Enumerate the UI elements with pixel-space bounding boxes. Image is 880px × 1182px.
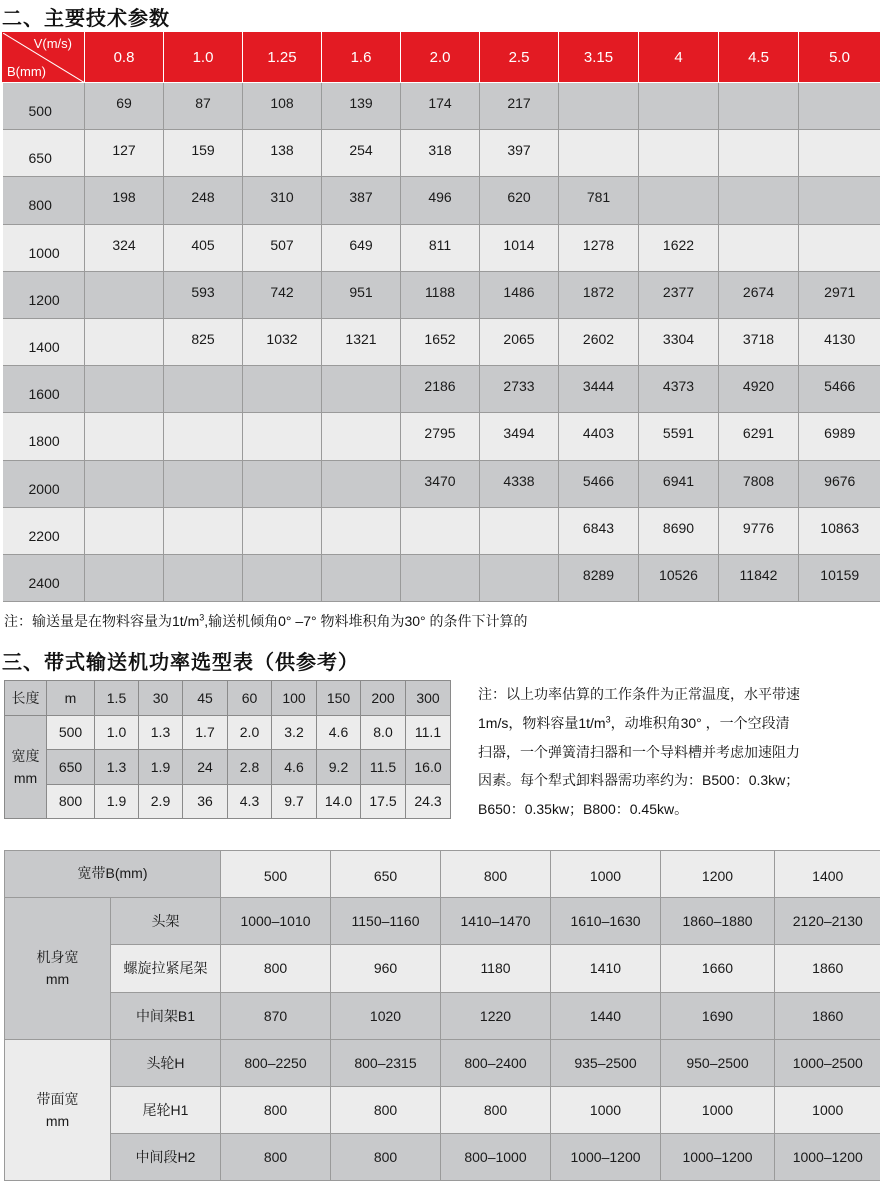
- dimension-cell: 1000–1010: [221, 898, 331, 945]
- dimension-cell: 800: [221, 1086, 331, 1133]
- speed-header: 4.5: [719, 33, 799, 83]
- capacity-cell: 324: [85, 224, 164, 271]
- capacity-table: [2, 32, 880, 602]
- group1-label-cell: [5, 898, 111, 1040]
- capacity-cell: [799, 130, 880, 177]
- capacity-cell: [480, 507, 559, 554]
- capacity-cell: [243, 413, 322, 460]
- capacity-cell: [322, 507, 401, 554]
- capacity-cell: 649: [322, 224, 401, 271]
- table-header-row: [3, 33, 880, 83]
- dimension-cell: 1000: [661, 1086, 775, 1133]
- dimension-cell: 800–1000: [441, 1134, 551, 1181]
- group1-unit: mm: [45, 971, 70, 988]
- width-header: 800: [441, 851, 551, 898]
- dimension-cell: 1860: [775, 992, 880, 1039]
- capacity-cell: 1872: [559, 271, 639, 318]
- capacity-cell: 254: [322, 130, 401, 177]
- capacity-cell: 3470: [401, 460, 480, 507]
- capacity-cell: 6989: [799, 413, 880, 460]
- capacity-cell: 4373: [639, 366, 719, 413]
- length-header: 30: [139, 681, 183, 716]
- belt-width-cell: 500: [3, 83, 85, 130]
- table-row: [5, 992, 880, 1039]
- belt-width-cell: 800: [47, 784, 95, 819]
- power-note: 注：以上功率估算的工作条件为正常温度，水平带速 1m/s，物料容量$1t/m^3$，动堆积角30° ，一个空段清 扫器，一个弹簧清扫器和一个导料槽并考虑加速阻力 因素。每个犁式卸料器需功率约为：B500：0.3kw； B650：0.35kw；B800：0.45kw。: [478, 686, 800, 818]
- dimension-cell: 1410: [551, 945, 661, 992]
- capacity-cell: [322, 554, 401, 601]
- speed-header: 3.15: [559, 33, 639, 83]
- belt-width-cell: 650: [3, 130, 85, 177]
- table-header-row: [5, 851, 880, 898]
- length-header: 150: [317, 681, 361, 716]
- section-2-title: 二、主要技术参数: [2, 8, 170, 30]
- capacity-cell: 10159: [799, 554, 880, 601]
- power-cell: 17.5: [361, 784, 406, 819]
- row-label: 中间架B1: [111, 992, 221, 1039]
- table-row: [3, 318, 880, 365]
- table-row: [3, 507, 880, 554]
- capacity-cell: 2065: [480, 318, 559, 365]
- capacity-cell: [85, 460, 164, 507]
- table-row: [5, 715, 451, 750]
- power-cell: 11.1: [406, 715, 451, 750]
- capacity-cell: 397: [480, 130, 559, 177]
- capacity-cell: 87: [164, 83, 243, 130]
- capacity-cell: 1032: [243, 318, 322, 365]
- capacity-cell: 1188: [401, 271, 480, 318]
- power-cell: 36: [183, 784, 228, 819]
- dimension-cell: 935–2500: [551, 1039, 661, 1086]
- capacity-cell: 1321: [322, 318, 401, 365]
- table-row: [5, 1039, 880, 1086]
- capacity-cell: [164, 413, 243, 460]
- capacity-cell: 159: [164, 130, 243, 177]
- capacity-cell: 620: [480, 177, 559, 224]
- capacity-cell: [480, 554, 559, 601]
- group2-label-cell: [5, 1039, 111, 1181]
- power-cell: 1.7: [183, 715, 228, 750]
- capacity-cell: 2733: [480, 366, 559, 413]
- dimension-cell: 1860–1880: [661, 898, 775, 945]
- capacity-cell: 127: [85, 130, 164, 177]
- capacity-cell: 69: [85, 83, 164, 130]
- capacity-cell: 3718: [719, 318, 799, 365]
- capacity-cell: [85, 318, 164, 365]
- length-header: 300: [406, 681, 451, 716]
- capacity-cell: [401, 554, 480, 601]
- table-row: [5, 1086, 880, 1133]
- capacity-cell: 1278: [559, 224, 639, 271]
- table-row: [3, 130, 880, 177]
- capacity-cell: 2971: [799, 271, 880, 318]
- capacity-cell: [164, 554, 243, 601]
- capacity-cell: [243, 460, 322, 507]
- length-header: 100: [272, 681, 317, 716]
- dimension-cell: 1000: [775, 1086, 880, 1133]
- row-label: 头架: [111, 898, 221, 945]
- belt-width-cell: 1400: [3, 318, 85, 365]
- capacity-cell: 1014: [480, 224, 559, 271]
- dimension-cell: 1440: [551, 992, 661, 1039]
- power-cell: 3.2: [272, 715, 317, 750]
- length-header: 200: [361, 681, 406, 716]
- capacity-cell: 4403: [559, 413, 639, 460]
- capacity-cell: [639, 130, 719, 177]
- capacity-cell: [799, 224, 880, 271]
- power-cell: 14.0: [317, 784, 361, 819]
- capacity-cell: [85, 271, 164, 318]
- capacity-cell: 6291: [719, 413, 799, 460]
- row-label: 中间段H2: [111, 1134, 221, 1181]
- capacity-cell: 6843: [559, 507, 639, 554]
- belt-width-cell: 500: [47, 715, 95, 750]
- power-cell: 11.5: [361, 750, 406, 785]
- belt-width-header: 宽带B(mm): [5, 851, 221, 898]
- group2-label: 带面宽: [36, 1091, 79, 1108]
- corner-cell: [3, 33, 85, 83]
- capacity-cell: [243, 554, 322, 601]
- capacity-cell: 3304: [639, 318, 719, 365]
- capacity-cell: 6941: [639, 460, 719, 507]
- table-header-row: [5, 681, 451, 716]
- dimension-cell: 1660: [661, 945, 775, 992]
- capacity-cell: 496: [401, 177, 480, 224]
- capacity-cell: 138: [243, 130, 322, 177]
- dimension-cell: 800: [441, 1086, 551, 1133]
- speed-header: 1.6: [322, 33, 401, 83]
- dimension-cell: 1150–1160: [331, 898, 441, 945]
- dimension-cell: 960: [331, 945, 441, 992]
- dimension-cell: 1020: [331, 992, 441, 1039]
- capacity-cell: 2602: [559, 318, 639, 365]
- capacity-cell: [639, 177, 719, 224]
- speed-header: 5.0: [799, 33, 880, 83]
- power-cell: 1.9: [139, 750, 183, 785]
- capacity-cell: 825: [164, 318, 243, 365]
- dimension-cell: 1000–1200: [775, 1134, 880, 1181]
- capacity-cell: [322, 460, 401, 507]
- belt-width-cell: 2200: [3, 507, 85, 554]
- width-header: 500: [221, 851, 331, 898]
- capacity-cell: 8690: [639, 507, 719, 554]
- capacity-cell: [85, 507, 164, 554]
- capacity-cell: 4130: [799, 318, 880, 365]
- capacity-cell: 4338: [480, 460, 559, 507]
- capacity-cell: [243, 507, 322, 554]
- dimension-cell: 800–2400: [441, 1039, 551, 1086]
- dimension-cell: 1410–1470: [441, 898, 551, 945]
- power-cell: 9.2: [317, 750, 361, 785]
- capacity-cell: 108: [243, 83, 322, 130]
- dimension-cell: 870: [221, 992, 331, 1039]
- capacity-cell: 811: [401, 224, 480, 271]
- speed-header: 1.0: [164, 33, 243, 83]
- capacity-cell: 1486: [480, 271, 559, 318]
- capacity-cell: 2795: [401, 413, 480, 460]
- capacity-cell: [85, 413, 164, 460]
- width-axis-label: B(mm): [7, 64, 46, 79]
- width-header: 1200: [661, 851, 775, 898]
- capacity-cell: 7808: [719, 460, 799, 507]
- power-table: [4, 680, 451, 819]
- capacity-cell: 387: [322, 177, 401, 224]
- capacity-cell: 507: [243, 224, 322, 271]
- capacity-cell: 9776: [719, 507, 799, 554]
- power-cell: 4.3: [228, 784, 272, 819]
- width-label: 宽度: [11, 747, 40, 764]
- width-header: 1000: [551, 851, 661, 898]
- belt-width-cell: 650: [47, 750, 95, 785]
- capacity-note: 注：输送量是在物料容量为$1t/m^3$,输送机倾角0° –7° 物料堆积角为30° 的条件下计算的: [4, 612, 528, 629]
- capacity-cell: 248: [164, 177, 243, 224]
- dimension-cell: 800: [331, 1086, 441, 1133]
- power-cell: 4.6: [272, 750, 317, 785]
- capacity-cell: 4920: [719, 366, 799, 413]
- speed-header: 2.0: [401, 33, 480, 83]
- dimension-cell: 1860: [775, 945, 880, 992]
- power-cell: 1.0: [95, 715, 139, 750]
- width-header: 1400: [775, 851, 880, 898]
- width-unit: mm: [13, 769, 38, 786]
- length-header: 1.5: [95, 681, 139, 716]
- row-label: 尾轮H1: [111, 1086, 221, 1133]
- capacity-cell: 5591: [639, 413, 719, 460]
- row-label: 螺旋拉紧尾架: [111, 945, 221, 992]
- table-row: [3, 177, 880, 224]
- table-row: [5, 1134, 880, 1181]
- length-header: 60: [228, 681, 272, 716]
- capacity-cell: 3494: [480, 413, 559, 460]
- capacity-cell: 174: [401, 83, 480, 130]
- table-row: [3, 224, 880, 271]
- row-label: 头轮H: [111, 1039, 221, 1086]
- power-cell: 24: [183, 750, 228, 785]
- table-row: [5, 945, 880, 992]
- power-cell: 2.8: [228, 750, 272, 785]
- capacity-cell: 10526: [639, 554, 719, 601]
- belt-width-cell: 1200: [3, 271, 85, 318]
- capacity-cell: [719, 177, 799, 224]
- power-cell: 4.6: [317, 715, 361, 750]
- dimension-cell: 1180: [441, 945, 551, 992]
- dimension-cell: 950–2500: [661, 1039, 775, 1086]
- capacity-cell: 9676: [799, 460, 880, 507]
- power-cell: 1.3: [139, 715, 183, 750]
- dimension-cell: 2120–2130: [775, 898, 880, 945]
- belt-width-cell: 800: [3, 177, 85, 224]
- speed-axis-label: V(m/s): [33, 36, 72, 51]
- capacity-cell: 5466: [559, 460, 639, 507]
- capacity-cell: [401, 507, 480, 554]
- dimension-cell: 1000–1200: [551, 1134, 661, 1181]
- capacity-cell: [639, 83, 719, 130]
- capacity-cell: 310: [243, 177, 322, 224]
- capacity-cell: 198: [85, 177, 164, 224]
- table-row: [3, 460, 880, 507]
- unit-label: m: [47, 681, 95, 716]
- dimension-cell: 1000–1200: [661, 1134, 775, 1181]
- capacity-cell: 2674: [719, 271, 799, 318]
- capacity-cell: [719, 224, 799, 271]
- capacity-cell: 217: [480, 83, 559, 130]
- belt-width-cell: 2000: [3, 460, 85, 507]
- capacity-cell: [559, 130, 639, 177]
- capacity-cell: 318: [401, 130, 480, 177]
- capacity-cell: 1652: [401, 318, 480, 365]
- table-row: [3, 366, 880, 413]
- capacity-cell: 405: [164, 224, 243, 271]
- table-row: [3, 413, 880, 460]
- capacity-cell: [719, 130, 799, 177]
- power-cell: 16.0: [406, 750, 451, 785]
- capacity-cell: 11842: [719, 554, 799, 601]
- power-cell: 24.3: [406, 784, 451, 819]
- capacity-cell: [799, 177, 880, 224]
- table-row: [5, 784, 451, 819]
- table-row: [3, 271, 880, 318]
- dimension-cell: 800: [331, 1134, 441, 1181]
- dimension-cell: 800: [221, 945, 331, 992]
- dimension-cell: 800–2250: [221, 1039, 331, 1086]
- capacity-cell: 3444: [559, 366, 639, 413]
- power-cell: 2.9: [139, 784, 183, 819]
- capacity-cell: 5466: [799, 366, 880, 413]
- capacity-cell: 742: [243, 271, 322, 318]
- group2-unit: mm: [45, 1113, 70, 1130]
- power-cell: 1.3: [95, 750, 139, 785]
- width-label-cell: [5, 715, 47, 819]
- capacity-cell: [164, 460, 243, 507]
- width-header: 650: [331, 851, 441, 898]
- dimension-cell: 1220: [441, 992, 551, 1039]
- table-row: [5, 898, 880, 945]
- capacity-cell: [164, 507, 243, 554]
- dimension-cell: 800–2315: [331, 1039, 441, 1086]
- capacity-cell: [799, 83, 880, 130]
- power-cell: 9.7: [272, 784, 317, 819]
- length-header: 45: [183, 681, 228, 716]
- capacity-cell: [322, 413, 401, 460]
- capacity-cell: [243, 366, 322, 413]
- capacity-cell: [85, 554, 164, 601]
- dimension-cell: 1610–1630: [551, 898, 661, 945]
- power-cell: 2.0: [228, 715, 272, 750]
- speed-header: 1.25: [243, 33, 322, 83]
- power-cell: 8.0: [361, 715, 406, 750]
- belt-width-cell: 1600: [3, 366, 85, 413]
- capacity-cell: [559, 83, 639, 130]
- power-cell: 1.9: [95, 784, 139, 819]
- table-row: [5, 750, 451, 785]
- speed-header: 4: [639, 33, 719, 83]
- capacity-cell: 593: [164, 271, 243, 318]
- table-row: [3, 83, 880, 130]
- dimension-table: [4, 850, 880, 1181]
- dimension-cell: 800: [221, 1134, 331, 1181]
- dimension-cell: 1690: [661, 992, 775, 1039]
- capacity-cell: [164, 366, 243, 413]
- group1-label: 机身宽: [36, 949, 79, 966]
- length-label: 长度: [5, 681, 47, 716]
- dimension-cell: 1000–2500: [775, 1039, 880, 1086]
- dimension-cell: 1000: [551, 1086, 661, 1133]
- table-row: [3, 554, 880, 601]
- belt-width-cell: 1800: [3, 413, 85, 460]
- capacity-cell: 1622: [639, 224, 719, 271]
- capacity-cell: 139: [322, 83, 401, 130]
- capacity-cell: 8289: [559, 554, 639, 601]
- capacity-cell: 781: [559, 177, 639, 224]
- speed-header: 2.5: [480, 33, 559, 83]
- capacity-cell: 2377: [639, 271, 719, 318]
- speed-header: 0.8: [85, 33, 164, 83]
- capacity-cell: 2186: [401, 366, 480, 413]
- belt-width-cell: 1000: [3, 224, 85, 271]
- capacity-cell: [85, 366, 164, 413]
- section-3-title: 三、带式输送机功率选型表（供参考）: [2, 652, 359, 674]
- capacity-cell: 951: [322, 271, 401, 318]
- belt-width-cell: 2400: [3, 554, 85, 601]
- capacity-cell: [719, 83, 799, 130]
- capacity-cell: [322, 366, 401, 413]
- capacity-cell: 10863: [799, 507, 880, 554]
